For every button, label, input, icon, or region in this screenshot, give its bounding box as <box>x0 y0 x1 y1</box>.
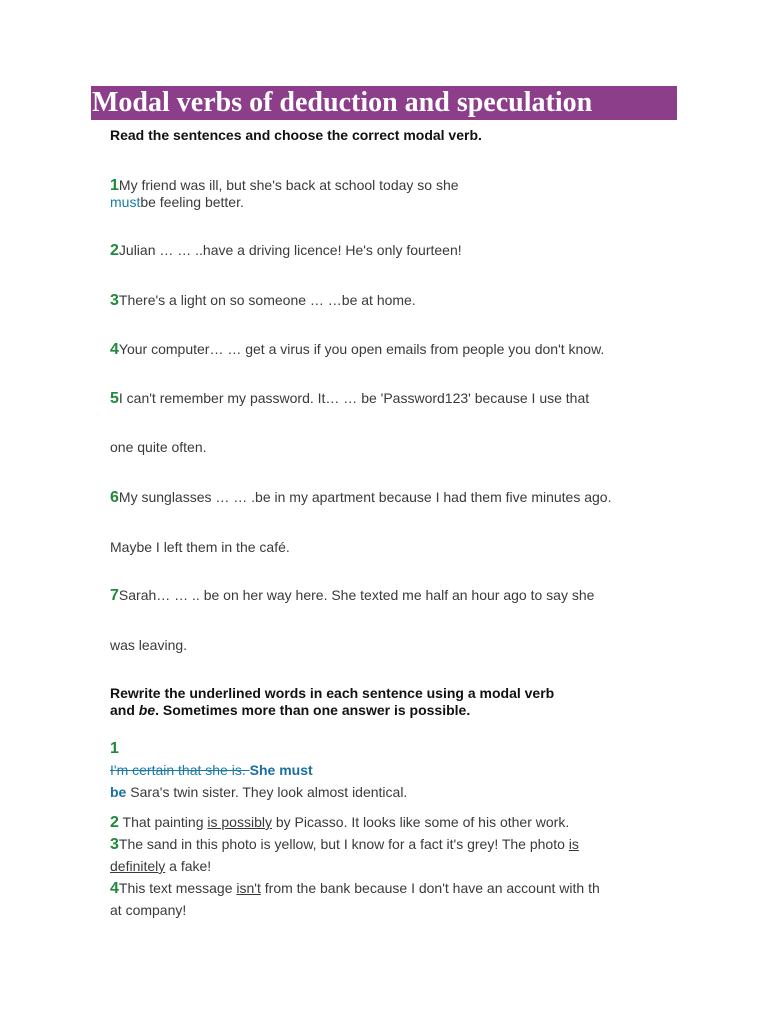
struck-text: I'm certain that she is. <box>110 762 250 778</box>
item-text: This text message <box>118 880 237 896</box>
underlined-text: isn't <box>236 880 261 896</box>
item-number: 3 <box>110 292 119 309</box>
rewrite-item-3 <box>110 835 579 854</box>
instruction-part1: Read the sentences and choose the correct modal verb. <box>110 127 482 143</box>
item-text: My sunglasses … … .be in my apartment because I had them five minutes ago. <box>118 489 612 505</box>
instruction-text: . Sometimes more than one answer is possible. <box>155 702 471 718</box>
item-text: The sand in this photo is yellow, but I know for a fact it's grey! The photo <box>118 836 569 852</box>
item-text: Sarah… … .. be on her way here. She texted me half an hour ago to say she <box>118 587 595 603</box>
rewrite-item-4-cont: at company! <box>110 902 187 918</box>
rewrite-item-1-cont <box>110 783 407 801</box>
rewrite-item-1-number <box>110 739 119 758</box>
rewrite-item-2 <box>110 813 569 832</box>
item-text: Your computer… … get a virus if you open emails from people you don't know. <box>118 341 605 357</box>
item-answer: She must <box>249 762 313 778</box>
item-text: by Picasso. It looks like some of his other work. <box>271 814 570 830</box>
exercise-item-3 <box>110 291 416 310</box>
item-text: a fake! <box>165 858 212 874</box>
item-number: 6 <box>110 489 119 506</box>
instruction-emphasis: be <box>138 702 156 718</box>
item-number: 5 <box>110 390 119 407</box>
exercise-item-7 <box>110 586 594 605</box>
item-text: I can't remember my password. It… … be 'Password123' because I use that <box>118 390 590 406</box>
item-number: 4 <box>110 341 119 358</box>
exercise-item-5-cont: one quite often. <box>110 439 207 455</box>
exercise-item-2 <box>110 241 462 260</box>
item-number: 2 <box>110 242 119 259</box>
rewrite-item-1 <box>110 761 313 779</box>
item-text-cont: be feeling better. <box>140 194 244 210</box>
underlined-text: is <box>568 836 579 852</box>
exercise-item-1-cont <box>110 193 244 211</box>
page-title: Modal verbs of deduction and speculation <box>92 87 593 118</box>
exercise-item-7-cont: was leaving. <box>110 637 188 653</box>
item-number: 7 <box>110 587 119 604</box>
item-text: That painting <box>118 814 208 830</box>
rewrite-item-3-cont <box>110 857 211 875</box>
item-text: Sara's twin sister. They look almost identical. <box>126 784 408 800</box>
item-text: My friend was ill, but she's back at school today so she <box>118 177 459 193</box>
item-text: from the bank because I don't have an account with th <box>260 880 600 896</box>
instruction-part2-line1: Rewrite the underlined words in each sentence using a modal verb <box>110 685 555 701</box>
item-number: 1 <box>110 177 119 194</box>
exercise-item-5 <box>110 389 589 408</box>
underlined-text: definitely <box>110 858 166 874</box>
item-number: 3 <box>110 836 119 853</box>
underlined-text: is possibly <box>207 814 272 830</box>
item-number: 4 <box>110 880 119 897</box>
item-number: 1 <box>110 740 119 757</box>
rewrite-item-4 <box>110 879 600 898</box>
instruction-part2-line2 <box>110 702 470 719</box>
exercise-item-6-cont: Maybe I left them in the café. <box>110 539 290 555</box>
exercise-item-4 <box>110 340 604 359</box>
item-text: There's a light on so someone … …be at home. <box>118 292 416 308</box>
item-answer: must <box>110 194 141 210</box>
instruction-text: and <box>110 702 139 718</box>
item-answer: be <box>110 784 127 800</box>
exercise-item-6 <box>110 488 611 507</box>
item-number: 2 <box>110 814 119 831</box>
item-text: Julian … … ..have a driving licence! He's only fourteen! <box>118 242 462 258</box>
